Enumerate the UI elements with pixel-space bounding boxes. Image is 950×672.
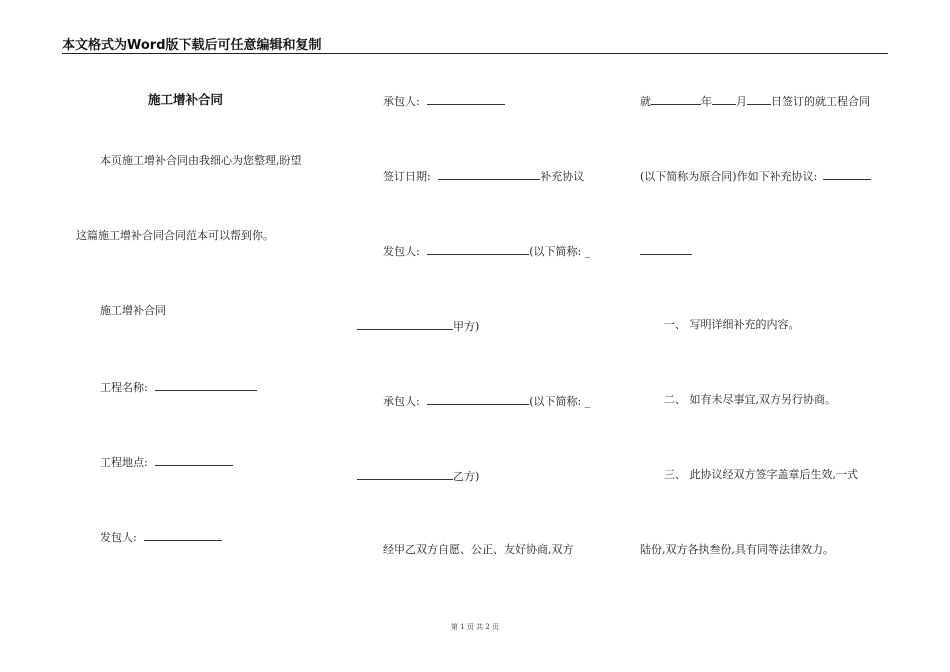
contract-heading: 施工增补合同 bbox=[100, 304, 166, 317]
contractor2-blank bbox=[427, 393, 529, 405]
intro-line-2: 这篇施工增补合同合同范本可以帮到你。 bbox=[76, 229, 274, 242]
clause-3: 三、 此协议经双方签字盖章后生效,一式 bbox=[664, 468, 858, 481]
supplement-blank-cont bbox=[640, 243, 692, 255]
prefix-jiu: 就 bbox=[640, 95, 651, 108]
document-banner: 本文格式为Word版下载后可任意编辑和复制 bbox=[62, 38, 322, 53]
supplement-intro-text: (以下简称为原合同)作如下补充协议: bbox=[640, 170, 818, 183]
party-a-row bbox=[357, 318, 479, 334]
intro-line-1: 本页施工增补合同由我细心为您整理,盼望 bbox=[100, 154, 302, 167]
party-b-blank bbox=[357, 468, 453, 480]
employer2-row bbox=[383, 243, 590, 259]
contractor-blank bbox=[427, 93, 505, 105]
contractor2-suffix: (以下简称: _ bbox=[529, 395, 591, 408]
day-blank bbox=[747, 93, 771, 105]
employer2-label: 发包人: bbox=[383, 245, 420, 258]
sign-date-row bbox=[383, 168, 584, 184]
project-name-row bbox=[100, 379, 257, 395]
project-name-blank bbox=[155, 379, 257, 391]
employer-blank bbox=[144, 529, 222, 541]
negotiation-line: 经甲乙双方自愿、公正、友好协商,双方 bbox=[383, 543, 574, 556]
clause-1: 一、 写明详细补充的内容。 bbox=[664, 318, 800, 331]
sign-date-blank bbox=[438, 168, 540, 180]
supplement-blank-row bbox=[640, 243, 692, 259]
party-a-blank bbox=[357, 318, 453, 330]
contractor2-label: 承包人: bbox=[383, 395, 420, 408]
contractor-row bbox=[383, 93, 505, 109]
sign-date-label: 签订日期: bbox=[383, 170, 431, 183]
project-site-blank bbox=[155, 454, 233, 466]
clause-2: 二、 如有未尽事宜,双方另行协商。 bbox=[664, 393, 836, 406]
party-a-suffix: 甲方) bbox=[453, 320, 480, 333]
original-contract-row bbox=[640, 93, 870, 109]
month-label: 月 bbox=[736, 95, 747, 108]
employer2-suffix: (以下简称: _ bbox=[529, 245, 591, 258]
employer-row bbox=[100, 529, 222, 545]
supplement-blank bbox=[823, 168, 871, 180]
year-label: 年 bbox=[701, 95, 712, 108]
supplement-intro-row bbox=[640, 168, 871, 184]
party-b-suffix: 乙方) bbox=[453, 470, 480, 483]
employer2-blank bbox=[427, 243, 529, 255]
sign-date-suffix: 补充协议 bbox=[540, 170, 585, 183]
clause-3-continued: 陆份,双方各执叁份,具有同等法律效力。 bbox=[640, 543, 834, 556]
page-number: 第 1 页 共 2 页 bbox=[450, 623, 500, 631]
year-blank bbox=[651, 93, 701, 105]
project-site-label: 工程地点: bbox=[100, 456, 148, 469]
party-b-row bbox=[357, 468, 479, 484]
day-suffix: 日签订的就工程合同 bbox=[771, 95, 870, 108]
document-title: 施工增补合同 bbox=[148, 92, 224, 107]
project-site-row bbox=[100, 454, 233, 470]
project-name-label: 工程名称: bbox=[100, 381, 148, 394]
contractor-label: 承包人: bbox=[383, 95, 420, 108]
month-blank bbox=[712, 93, 736, 105]
employer-label: 发包人: bbox=[100, 531, 137, 544]
contractor2-row bbox=[383, 393, 590, 409]
